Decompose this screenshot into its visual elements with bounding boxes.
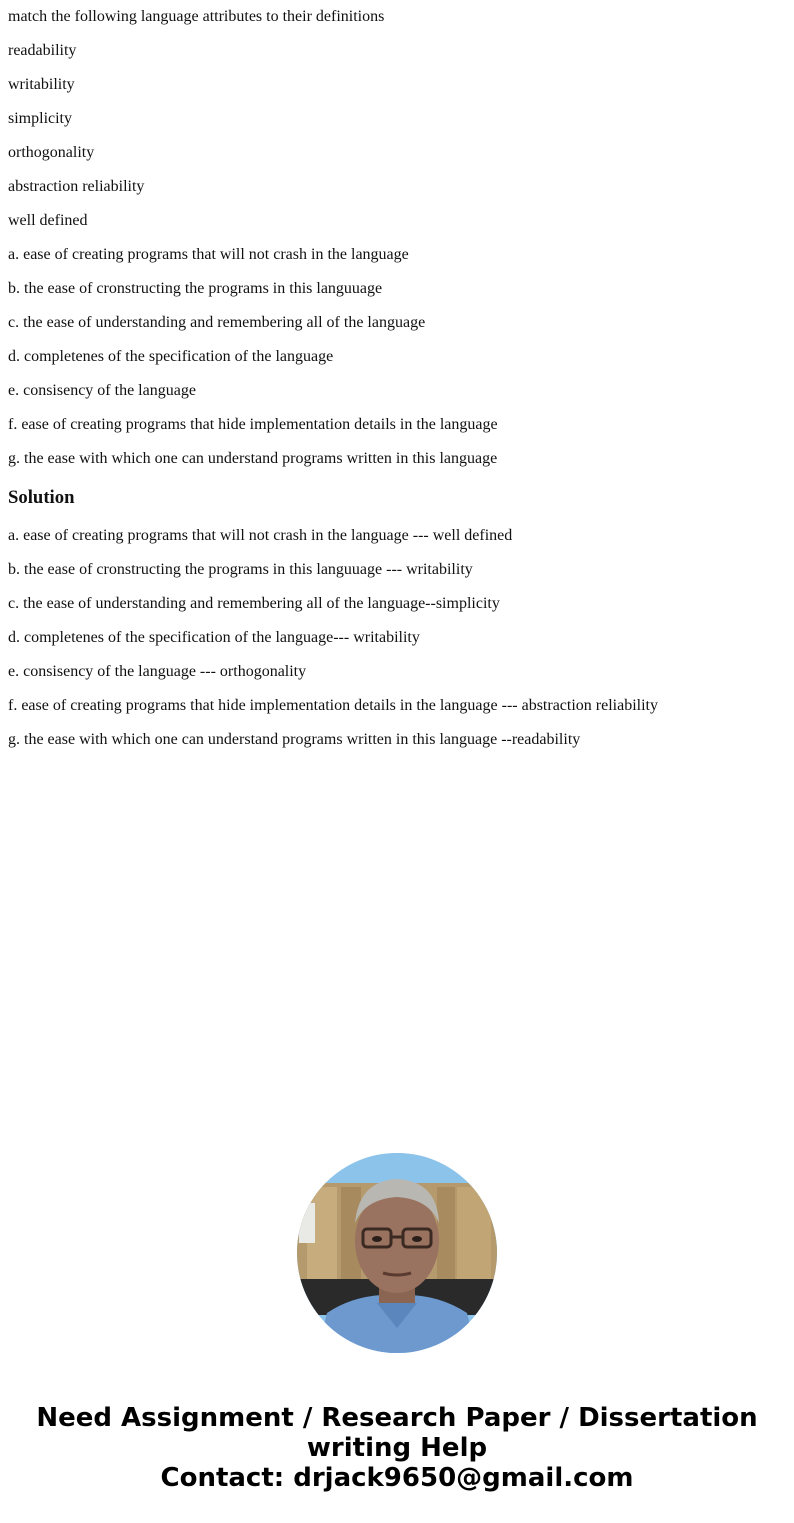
attribute-item: abstraction reliability — [8, 178, 145, 195]
definition-item: b. the ease of cronstructing the programs in this languuage — [8, 280, 383, 297]
attribute-item: simplicity — [8, 110, 72, 127]
contact-email: Contact: drjack9650@gmail.com — [160, 1463, 634, 1493]
attribute-item: orthogonality — [8, 144, 95, 161]
definition-item: a. ease of creating programs that will not crash in the language — [8, 246, 409, 263]
definition-item: f. ease of creating programs that hide implementation details in the language — [8, 416, 498, 433]
attribute-item: writability — [8, 76, 75, 93]
question-prompt: match the following language attributes to their definitions — [8, 8, 385, 25]
solution-answer: b. the ease of cronstructing the programs in this languuage --- writability — [8, 561, 473, 578]
solution-answer: a. ease of creating programs that will not crash in the language --- well defined — [8, 527, 513, 544]
solution-answer: f. ease of creating programs that hide implementation details in the language --- abstraction reliability — [8, 697, 658, 714]
banner-line-2: writing Help — [306, 1433, 488, 1463]
contact-banner — [0, 1403, 794, 1493]
author-avatar — [297, 1153, 497, 1353]
solution-heading: Solution — [8, 487, 75, 508]
author-portrait-icon — [297, 1153, 497, 1353]
definition-item: d. completenes of the specification of the language — [8, 348, 334, 365]
solution-answer: d. completenes of the specification of the language--- writability — [8, 629, 420, 646]
attribute-item: well defined — [8, 212, 88, 229]
solution-answer: g. the ease with which one can understand programs written in this language --readability — [8, 731, 581, 748]
definition-item: c. the ease of understanding and remembering all of the language — [8, 314, 426, 331]
attribute-item: readability — [8, 42, 77, 59]
definition-item: g. the ease with which one can understand programs written in this language — [8, 450, 498, 467]
definition-item: e. consisency of the language — [8, 382, 196, 399]
solution-answer: c. the ease of understanding and remembering all of the language--simplicity — [8, 595, 500, 612]
banner-line-1: Need Assignment / Research Paper / Dissertation — [36, 1403, 758, 1433]
solution-answer: e. consisency of the language --- orthogonality — [8, 663, 307, 680]
